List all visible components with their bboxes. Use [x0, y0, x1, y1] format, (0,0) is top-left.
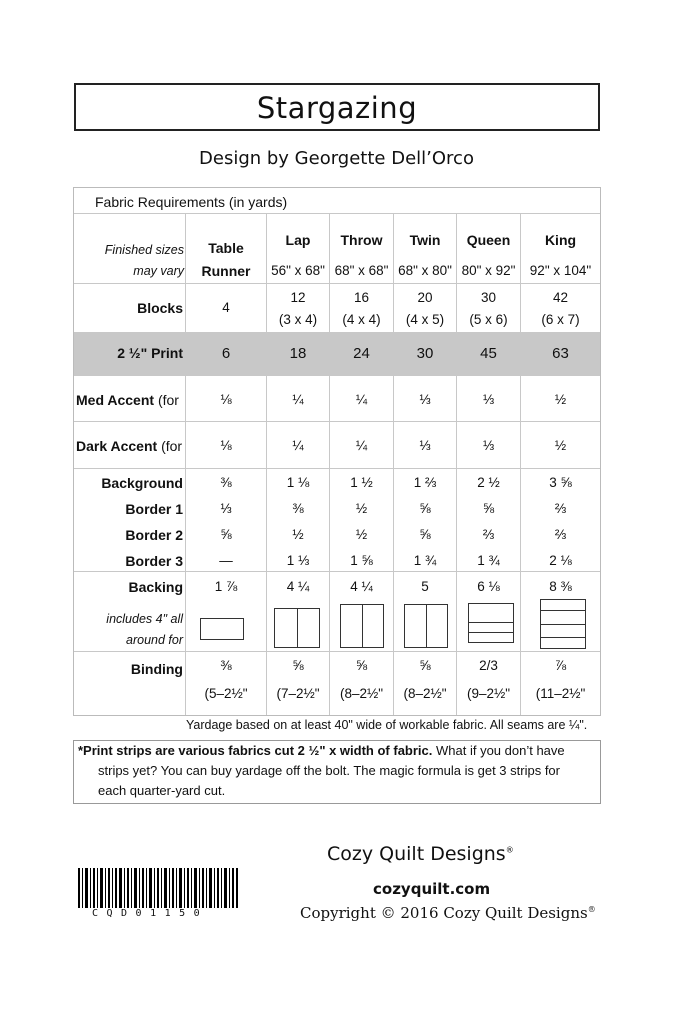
cell: ¼ — [355, 438, 368, 453]
col-size-king: 92" x 104" — [529, 263, 592, 278]
cell: 1 ⅓ — [286, 553, 310, 568]
row-label-border-3: Border 3 — [125, 553, 183, 569]
cell: 45 — [480, 345, 497, 362]
cell: ⅝ — [355, 658, 368, 673]
cell: ½ — [554, 438, 567, 453]
print-strips-note: *Print strips are various fabrics cut 2 ½" x width of fabric. What if you don’t have strips yet? You can buy yardage off the bolt. The magic formula is get 3 strips for each quarter-yard cut. — [73, 740, 601, 804]
cell: 8 ⅜ — [549, 579, 572, 594]
pattern-title: Stargazing — [256, 91, 418, 125]
cell: ½ — [355, 527, 368, 542]
col-header-throw: Throw — [340, 232, 383, 248]
brand-name: Cozy Quilt Designs® — [327, 843, 514, 865]
row-label-binding: Binding — [130, 661, 183, 677]
backing-note-1: includes 4" all — [106, 612, 183, 626]
col-header-king: King — [544, 232, 577, 248]
row-label-print: 2 ½" Print — [117, 345, 183, 361]
cell: 30 — [416, 345, 434, 362]
cell: 4 ¼ — [286, 579, 310, 594]
may-vary-note: may vary — [133, 264, 184, 278]
backing-diagram-lap — [274, 608, 320, 648]
col-header-lap: Lap — [285, 232, 311, 248]
title-box — [74, 83, 600, 131]
cell: 1 ⅝ — [350, 553, 373, 568]
row-label-backing: Backing — [128, 579, 183, 595]
row-label-med-accent: Med Accent (for — [76, 392, 179, 408]
cell: ⅔ — [482, 527, 495, 542]
row-label-border-1: Border 1 — [125, 501, 183, 517]
backing-diagram-throw — [340, 604, 384, 648]
cell: 24 — [353, 345, 370, 362]
cell: 1 ⅛ — [286, 475, 310, 490]
cell: ⅜ — [220, 658, 232, 673]
cell: ⅝ — [419, 501, 431, 516]
backing-diagram-queen — [468, 603, 514, 643]
cell: ⅓ — [419, 438, 431, 453]
col-header-table: Table — [208, 240, 244, 256]
col-header-twin: Twin — [409, 232, 441, 248]
yardage-note: Yardage based on at least 40" wide of workable fabric. All seams are ¼". — [186, 718, 588, 732]
cell: (9–2½" — [466, 686, 511, 701]
cell: ⅝ — [482, 501, 495, 516]
cell: (5–2½" — [204, 686, 248, 701]
cell: (8–2½" — [403, 686, 447, 701]
cell: 42 — [552, 290, 569, 305]
cell: 1 ⅔ — [413, 475, 437, 490]
cell: 6 ⅛ — [477, 579, 500, 594]
col-size-lap: 56" x 68" — [271, 263, 325, 278]
cell: ⅓ — [482, 392, 495, 407]
cell: ⅓ — [419, 392, 431, 407]
table-caption: Fabric Requirements (in yards) — [95, 194, 288, 210]
website-link[interactable]: cozyquilt.com — [373, 880, 491, 898]
row-label-blocks: Blocks — [137, 300, 183, 316]
cell: ½ — [554, 392, 567, 407]
cell: ⅞ — [554, 658, 567, 673]
backing-diagram-king — [540, 599, 586, 649]
backing-diagram-twin — [404, 604, 448, 648]
cell: ⅜ — [220, 475, 232, 490]
cell: 4 — [222, 300, 230, 315]
cell: ⅔ — [554, 501, 567, 516]
col-size-queen: 80" x 92" — [461, 263, 516, 278]
cell: ⅛ — [220, 438, 232, 453]
cell: 6 — [221, 345, 231, 362]
cell: 16 — [353, 290, 370, 305]
cell: (5 x 6) — [469, 312, 508, 327]
cell: 1 ⅞ — [214, 579, 238, 594]
cell: — — [219, 553, 233, 568]
cell: 2 ⅛ — [549, 553, 572, 568]
cell: 2 ½ — [477, 475, 500, 490]
barcode-number: CQD01150 — [92, 908, 209, 919]
row-label-border-2: Border 2 — [125, 527, 183, 543]
cell: ½ — [292, 527, 304, 542]
col-size-throw: 68" x 68" — [334, 263, 389, 278]
cell: ¼ — [292, 392, 304, 407]
cell: 18 — [289, 345, 307, 362]
row-label-dark-accent: Dark Accent (for — [76, 438, 183, 454]
cell: (3 x 4) — [278, 312, 318, 327]
cell: ½ — [355, 501, 368, 516]
cell: ⅓ — [220, 501, 232, 516]
copyright: Copyright © 2016 Cozy Quilt Designs® — [300, 904, 596, 922]
cell: ⅓ — [482, 438, 495, 453]
cell: (6 x 7) — [541, 312, 580, 327]
cell: ⅛ — [220, 392, 232, 407]
cell: (11–2½" — [535, 686, 586, 701]
cell: (4 x 5) — [405, 312, 445, 327]
cell: ⅝ — [419, 658, 431, 673]
cell: (4 x 4) — [342, 312, 381, 327]
cell: 12 — [290, 290, 306, 305]
cell: ⅝ — [292, 658, 304, 673]
cell: 4 ¼ — [350, 579, 373, 594]
col-header-runner: Runner — [201, 263, 251, 279]
cell: 2/3 — [479, 658, 498, 673]
cell: 1 ¾ — [413, 553, 437, 568]
backing-diagram-table-runner — [200, 618, 244, 640]
cell: 3 ⅝ — [549, 475, 572, 490]
cell: ⅝ — [220, 527, 232, 542]
cell: 20 — [417, 290, 433, 305]
col-size-twin: 68" x 80" — [398, 263, 452, 278]
cell: (8–2½" — [339, 686, 384, 701]
cell: ⅔ — [554, 527, 567, 542]
row-label-background: Background — [101, 475, 183, 491]
cell: ⅝ — [419, 527, 431, 542]
col-header-queen: Queen — [466, 232, 511, 248]
cell: 63 — [552, 345, 569, 362]
cell: ¼ — [355, 392, 368, 407]
designer-credit: Design by Georgette Dell’Orco — [199, 148, 474, 169]
finished-sizes-note: Finished sizes — [104, 243, 184, 257]
cell: ⅜ — [292, 501, 304, 516]
cell: 1 ½ — [350, 475, 373, 490]
cell: 5 — [421, 579, 429, 594]
cell: 1 ¾ — [477, 553, 500, 568]
cell: ¼ — [292, 438, 304, 453]
barcode-icon — [78, 868, 238, 908]
cell: 30 — [480, 290, 497, 305]
cell: (7–2½" — [276, 686, 320, 701]
backing-note-2: around for — [126, 633, 183, 647]
